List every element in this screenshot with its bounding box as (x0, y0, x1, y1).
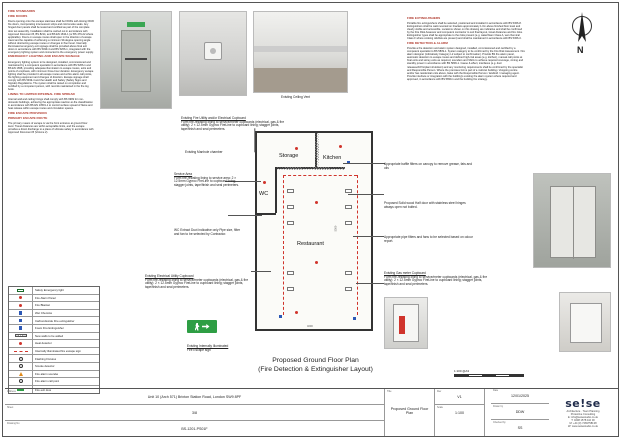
escape-route-line (283, 175, 357, 176)
blue-square-icon (19, 319, 23, 323)
cell-key: Drawn by (493, 405, 504, 408)
extinguisher-icon (279, 315, 282, 318)
plan-title-line2: (Fire Detection & Extinguisher Layout) (258, 365, 373, 373)
table-icon (287, 205, 294, 209)
legend-symbol (9, 295, 33, 302)
notes-heading: FIRE EXTINGUISHERS (407, 17, 441, 20)
callout-title: Existing Gas meter Cupboard (384, 271, 426, 275)
table-icon (345, 221, 352, 225)
spacer (485, 388, 489, 390)
callout-body: Form fire-resisting lining to service area: 2 × 12.5mm Gyproc FireLine to cupboard lining; stagger joints, tape/finish and seal perimeters. (174, 175, 240, 188)
cell-key: Title (387, 390, 392, 393)
logo-contact: M: +44 (0) 7469758138 (569, 421, 597, 425)
legend-label: Foam Fire Extinguisher (35, 326, 64, 331)
leader-line (343, 163, 385, 164)
dashed-line-icon (14, 351, 28, 352)
cell-value: BS-1201-PS01F (181, 426, 208, 431)
leader-line (228, 215, 262, 216)
plan-title-line1: Proposed Ground Floor Plan (272, 357, 359, 364)
plan-title (203, 357, 428, 374)
door-photo (121, 30, 151, 92)
legend-symbol (9, 371, 33, 378)
table-icon (345, 189, 352, 193)
legend-symbol (9, 355, 33, 362)
notes-text: Internal wall and ceiling linings shall comply with BS 9999 for non-domestic buildings, achieving the appropriate reaction-to-fire classification in accordance with BS EN 13501-1 to control surface spread of flame and heat release within escape routes and circulation spaces. (8, 97, 93, 111)
scale-segment (469, 375, 483, 376)
leader-line (356, 283, 384, 284)
cell-value: Unit 10 (Arch 571) Brixton Station Road, London SW9 8PF (147, 394, 242, 399)
beam-photo (254, 46, 348, 52)
legend-symbol (9, 378, 33, 385)
cell-key: Scale (437, 406, 443, 409)
legend-row (9, 317, 99, 325)
callout-gas-meter (384, 272, 494, 287)
new-wall-hatch (315, 133, 319, 167)
detector-icon (315, 201, 318, 204)
arrow-right-icon (202, 324, 210, 329)
north-arrow (569, 12, 595, 58)
legend-symbol (9, 348, 33, 355)
callout-title: Existing Internally Illuminated (187, 344, 229, 348)
extinguisher-icon (353, 317, 356, 320)
detector-icon (295, 311, 298, 314)
legend-label: Internally illuminated fire escape sign (35, 349, 81, 354)
legend-label: Wet Chemical (35, 311, 53, 316)
legend-row (9, 295, 99, 303)
photo-ceiling-vent (179, 11, 247, 96)
photo-rear-door (100, 11, 172, 109)
push-bar-photo (125, 58, 147, 60)
leader-line (255, 128, 256, 152)
scale-segment (455, 375, 469, 376)
cell-value: Proposed Ground Floor Plan (390, 407, 429, 415)
logo-sub: Protective Consulting (570, 412, 596, 416)
dimension-depth: 5300 (334, 225, 338, 232)
callout-body: Form fire-resisting lining to service/meter cupboards (electrical, gas & fire utility): 2 × 12.5mm Gyproc FireLine to cupboard lining; stagger joints, tape/finish and seal perimeters. (384, 274, 488, 287)
vent-photo (204, 42, 222, 60)
right-notes (407, 17, 525, 167)
legend-label: New walls to be added (35, 333, 64, 338)
red-dot-icon (19, 304, 22, 307)
blue-square-icon (19, 326, 23, 330)
callout-service-area (174, 173, 246, 188)
dimension-width: 4000 (307, 325, 313, 328)
photo-meter-box (559, 292, 611, 352)
notes-text: Doors opening onto the escape staircase shall be FD30s self-closing FD30 fire doors, incorporating intumescent strips and cold smoke seals. Any hinged door panels shall be tested and certified as part of the complete door set assembly. Installation shall be carried out in accordance with Approved Document B, BS 8214, and BS EN 1634-1 (or BS 476-22 where applicable). Doors on escape routes shall open in the direction of escape travel and be capable of achieving a minimum 90-degree opening angle without obstructing escape routes or changes in floor level. Internally illuminated emergency exit signage shall be provided above final exit doors in accordance with BS 5499-4 and BS 5266-1, integrated with the emergency lighting system and connected to the emergency power supply. (8, 20, 94, 54)
wall (275, 167, 277, 213)
circle-icon (19, 364, 23, 368)
notes-text: Provide a fire detection and alarm system designed, installed, commissioned and certified by a competent specialist to BS 5839-1. System category to be confirmed by the Fire Risk Assessment / fire alarm designer (indicatively Category L2 subject to confirmation). Provide BS fire alarm panel, automatic detection to escape routes and defined high-risk areas (e.g. kitchen), manual call points at final exits and storey exits as required, sounders and VADs to achieve required coverage, zoning and standby power in accordance with BS 5839-1. Cause & effect, interfaces (e.g. door releases/AOVs/plant shutdown) and any monitoring requirements shall be confirmed by the specialist and Responsible Person. Where the premises forms part of a multi-let building / shopping centre and/or has residential units above, liaise with the Responsible Person / landlord / managing agent. Provide interface or integration with the building's existing fire alarm system where required and approved, in accordance with BS 5839-1 and the building fire strategy. (407, 47, 525, 81)
callout-half-door: Proposed Solid wood Half door with stainless steel hinges always open not bolted. (384, 201, 466, 209)
notes-heading: FIRE STANDARDS (8, 10, 36, 13)
blue-square-icon (19, 311, 23, 315)
detector-icon (263, 181, 266, 184)
callout-body: Form fire-resisting lining to service/meter cupboards (electrical, gas & fire utility): 2 × 12.5mm Gyproc FireLine to cupboard lining; stagger joints, tape/finish and seal perimeters. (181, 119, 285, 132)
caption-ceiling-vent: Existing Ceiling Vent (281, 95, 311, 99)
logo-contact: W: www.seisestudio.co.uk (568, 424, 598, 428)
room-label-restaurant: Restaurant (297, 241, 324, 247)
scale-segment (509, 375, 523, 376)
floor-plan (255, 131, 373, 331)
cell-value: 3/8 (192, 410, 197, 415)
table-icon (287, 287, 294, 291)
legend-label: Fire exit door (35, 387, 52, 392)
north-label: N (577, 45, 584, 55)
table-icon (287, 271, 294, 275)
callout-title: Existing Electrical Utility Cupboard (145, 274, 194, 278)
detector-icon (315, 261, 318, 264)
legend-row (9, 355, 99, 363)
cell-value: V1 (457, 394, 462, 399)
cabinet-photo (550, 186, 596, 258)
notes-heading: FIRE DETECTION & ALARM (407, 41, 448, 46)
cell-checked-by (491, 420, 549, 437)
table-icon (345, 287, 352, 291)
cell-sheet (5, 405, 385, 421)
cell-drawing-no (5, 421, 385, 437)
logo-contact: T: 0208 1578 110 00 (571, 418, 595, 422)
cell-key: Date (493, 389, 499, 392)
cell-rev (435, 389, 485, 405)
callout-baffle: Appropriate baffle filters on canopy to remove grease, fats and oils (384, 162, 473, 170)
notes-text: Portable fire extinguishers shall be selected, positioned and installed in accordance with BS 5306-8. Extinguishers shall be wall-mounted on brackets approximately 1.0m above finished floor level and clearly visible and accessible. Locations shown on this drawing are indicative and shall be confirmed by the Fire Risk Assessor and competent contractor to suit final layout, travel distances and fire risks. Extinguisher types shall be appropriate to the risks present (e.g. water/foam Class A, wet chemical Class F where cooking oils/fats are present) and shall be maintained in accordance with BS 5306-3. (407, 22, 523, 41)
fire-exit-sign-icon (187, 320, 217, 333)
escape-route-line (283, 175, 284, 315)
legend-symbol (9, 325, 33, 332)
legend-symbol (9, 302, 33, 309)
legend-label: Fire Alarm Panel (35, 295, 56, 300)
legend-symbol (9, 333, 33, 340)
legend-symbol (9, 363, 33, 370)
detector-icon (295, 147, 298, 150)
notes-text: Emergency lighting system to be designed, installed, commissioned and maintained by a competent specialist in accordance with BS 5266-1 and BS EN 1838, providing adequate illumination to escape routes, exits and points of emphasis, with minimum three-hour duration. Emergency escape lighting shall be provided in all escape routes and at fire alarm call points, fire fighting equipment and changes of direction. Escape signage shall comply with BS 5499-4 and the Health and Safety (Safety Signs and Signals) Regulations. The system shall be tested on completion and certified by a competent person, with records maintained in the fire log book. (8, 60, 94, 92)
cell-date (491, 388, 549, 404)
scale-segment (496, 375, 510, 376)
legend-label: Fire alarm sounder (35, 371, 59, 376)
legend-symbol (9, 287, 33, 294)
cell-key: Address (7, 390, 16, 393)
photo-electrical-cupboard (384, 297, 428, 349)
legend-row (9, 302, 99, 310)
cell-key: Drawing No (7, 422, 20, 425)
door-icon (17, 289, 24, 293)
cell-value: SS (517, 425, 523, 430)
cell-drawn-by (491, 404, 549, 420)
photo-interior (253, 11, 348, 93)
company-logo (550, 389, 616, 435)
room-label-wc: WC (259, 191, 269, 197)
table-icon (287, 221, 294, 225)
detector-icon (339, 145, 342, 148)
table-icon (345, 205, 352, 209)
running-man-icon (195, 323, 200, 331)
callout-title: Service Area (174, 172, 193, 176)
circle-icon (19, 357, 23, 361)
logo-contact: E: info@seisestudio.co.uk (568, 415, 598, 419)
callout-fire-utility (181, 117, 289, 132)
legend-label: Carbondioxide Fire extinguisher (35, 318, 75, 323)
table-icon (345, 271, 352, 275)
callout-exit-sign (187, 345, 257, 352)
legend-symbol (9, 340, 33, 347)
notes-heading: FIRE DOORS (8, 14, 28, 19)
legend-symbol (9, 310, 33, 317)
callout-body: Fire Escape sign (187, 347, 211, 352)
callout-pipe-fans: Appropriate pipe filters and fans to be selected based on odour report. (384, 235, 473, 243)
notes-heading: LINING TO LIMITED INTERNAL FIRE SPREAD (8, 91, 75, 96)
legend-label: Fire alarm call point (35, 379, 60, 384)
legend-row (9, 363, 99, 371)
leader-line (353, 236, 384, 237)
notes-heading: EMERGENCY LIGHTING AND ESCAPE SIGNAGE (8, 54, 80, 59)
logo-mark: se!se (565, 396, 601, 410)
legend-row (9, 378, 99, 386)
cell-value: 12/01/2025 (511, 393, 529, 398)
legend-row (9, 348, 99, 356)
triangle-icon (19, 372, 23, 376)
legend-label: Safety Emergency light (35, 288, 64, 293)
leader-line (348, 194, 384, 195)
cell-title (385, 389, 435, 437)
cell-key: Sheet (7, 406, 14, 409)
cell-value: DDW (515, 409, 525, 414)
red-dot-icon (19, 296, 22, 299)
legend-row (9, 371, 99, 379)
scale-segment (482, 375, 496, 376)
photo-gas-cupboard (533, 173, 611, 268)
cupboard-photo (393, 304, 419, 342)
cell-value: 1:100 (455, 410, 464, 415)
cell-address (5, 389, 385, 405)
notes-text: The primary means of escape is via the front entrance at ground floor level. Travel distances are within acceptable limits, and the escape provides a direct discharge to a place of ultimate safety in accordance with Approved Document B (Volume 2). (8, 122, 94, 135)
room-label-storage: Storage (279, 153, 299, 159)
red-dot-icon (19, 342, 22, 345)
legend-label: Heat detector (35, 341, 52, 346)
plan-outline (255, 131, 373, 331)
cell-key: Checked by (493, 421, 506, 424)
drawing-sheet (2, 2, 619, 437)
legend-row (9, 310, 99, 318)
logo-sub: Architecture · Town Planning (566, 409, 600, 413)
exit-sign-photo (127, 22, 145, 27)
table-icon (287, 189, 294, 193)
scale-bar (454, 374, 524, 377)
callout-body: Form fire-resisting lining to service/meter cupboards (electrical, gas & fire utility): 2 × 12.5mm Gyproc FireLine to cupboard lining; stagger joints, tape/finish and seal perimeters. (145, 277, 249, 290)
floor-photo (254, 68, 348, 92)
legend-label: Smoke detector (35, 364, 55, 369)
callout-wc-extract: WC Extract Duct indicative only Pipe size, filter and fan to be selected by Contractor. (174, 228, 241, 236)
hatch-icon (15, 334, 27, 337)
callout-elec-cupboard (145, 275, 251, 290)
caption-manhole: Existing Manhole chamber (185, 150, 223, 154)
legend-symbol (9, 317, 33, 324)
scale-label: 1:100 @A3 (454, 369, 470, 373)
circle-icon (19, 379, 23, 383)
legend-table (8, 286, 100, 394)
new-wall-hatch (277, 167, 345, 170)
legend-row (9, 325, 99, 333)
cell-key: Rev (437, 390, 442, 393)
legend-row (9, 340, 99, 348)
extinguisher-photo (399, 316, 405, 334)
legend-row (9, 287, 99, 295)
legend-label: Flashing Fixtures (35, 356, 57, 361)
escape-route-line (357, 175, 358, 315)
left-notes (8, 10, 94, 280)
notes-heading: PRIMARY ESCAPE ROUTE (8, 115, 48, 120)
cell-scale (435, 405, 485, 437)
legend-row (9, 333, 99, 341)
box-photo (570, 303, 602, 343)
callout-title: Existing Fire Utility and/or Electrical Cupboard (181, 116, 246, 120)
room-label-kitchen: Kitchen (323, 155, 342, 161)
notes-heading: FIRE ESCAPE PROVISION (8, 110, 47, 115)
legend-label: Fire Blanket (35, 303, 50, 308)
leader-line (251, 271, 271, 272)
